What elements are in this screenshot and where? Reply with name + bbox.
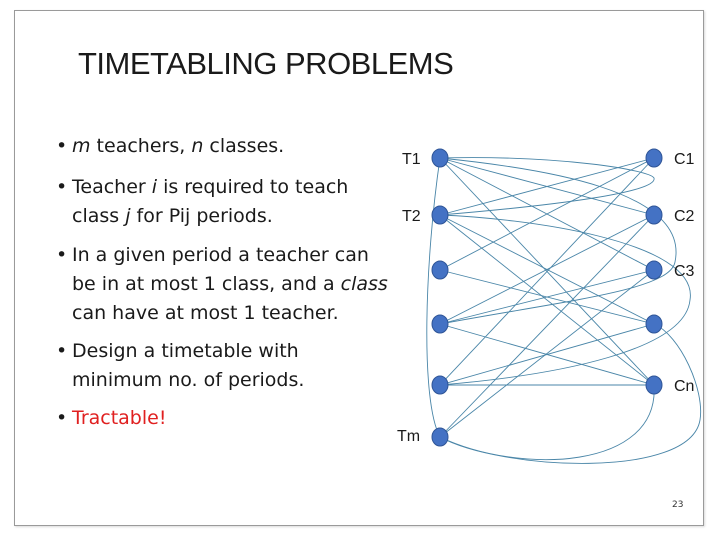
teacher-node: [432, 376, 448, 394]
text-run: In a given period a teacher can: [72, 244, 369, 266]
edges: [427, 158, 701, 464]
edge: [440, 215, 654, 437]
teacher-node: [432, 261, 448, 279]
text-run: Design a timetable with: [72, 340, 299, 362]
edge: [440, 158, 676, 324]
italic-text: m: [72, 135, 91, 157]
edge: [440, 324, 701, 463]
text-run: classes.: [203, 135, 285, 157]
teacher-label: T2: [402, 208, 421, 225]
text-run: is required to teach: [157, 176, 349, 198]
text-run: Tractable!: [72, 407, 167, 429]
page-number: 23: [672, 500, 684, 510]
class-label: C2: [674, 208, 695, 225]
text-run: for Pij periods.: [130, 205, 273, 227]
class-label: C3: [674, 263, 695, 280]
text-run: be in at most 1 class, and a: [72, 273, 341, 295]
edge: [427, 158, 440, 437]
italic-text: j: [125, 205, 131, 227]
text-run: Teacher: [72, 176, 152, 198]
edge: [440, 215, 654, 385]
text-run: minimum no. of periods.: [72, 369, 305, 391]
teacher-label: T1: [402, 151, 421, 168]
teacher-node: [432, 206, 448, 224]
text-run: class: [72, 205, 126, 227]
teacher-node: [432, 428, 448, 446]
class-node: [646, 206, 662, 224]
teacher-node: [432, 315, 448, 333]
text-run: teachers,: [90, 135, 192, 157]
class-label: Cn: [674, 378, 695, 395]
edge: [440, 385, 654, 460]
class-node: [646, 149, 662, 167]
italic-text: i: [151, 176, 158, 198]
class-node: [646, 261, 662, 279]
class-node: [646, 376, 662, 394]
slide-title: TIMETABLING PROBLEMS: [78, 46, 454, 81]
teacher-node: [432, 149, 448, 167]
text-run: can have at most 1 teacher.: [72, 302, 339, 324]
teacher-label: Tm: [397, 428, 421, 445]
italic-text: class: [340, 273, 388, 295]
class-node: [646, 315, 662, 333]
class-label: C1: [674, 151, 695, 168]
italic-text: n: [191, 135, 204, 157]
